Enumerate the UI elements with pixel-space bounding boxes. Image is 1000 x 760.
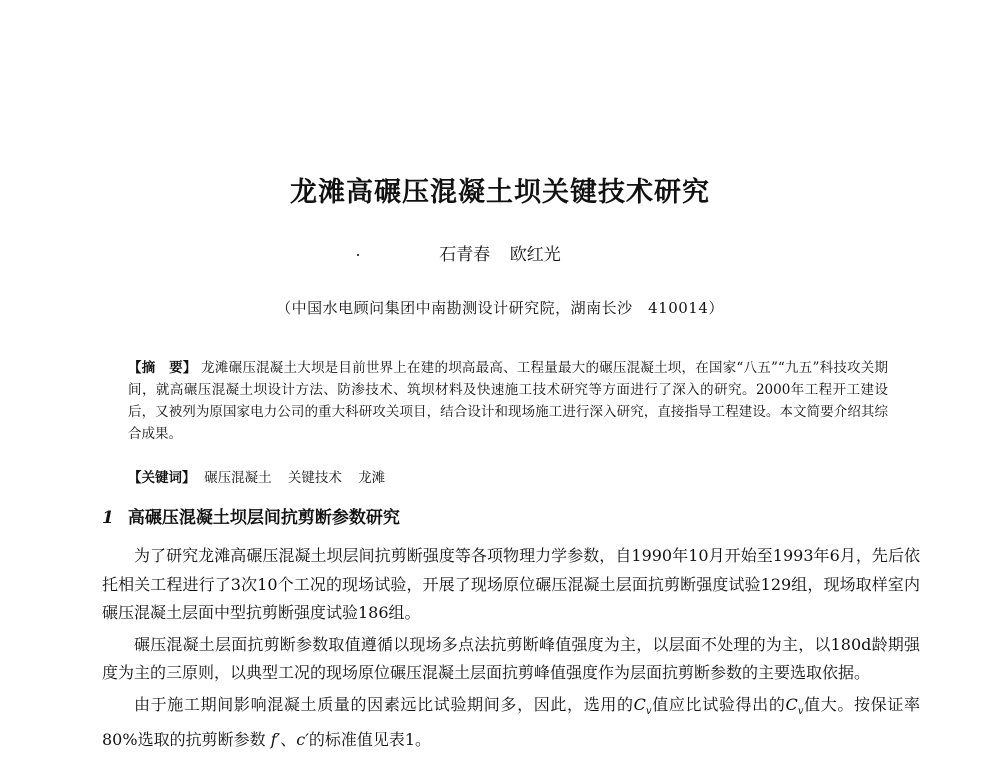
paragraph-text: 值大。按保证率80%选取的抗剪断参数 (102, 694, 920, 750)
paper-title: 龙滩高碾压混凝土坝关键技术研究 (290, 177, 710, 208)
paragraph: 碾压混凝土层面抗剪断参数取值遵循以现场多点法抗剪断峰值强度为主，以层面不处理的为主，以180d龄期强度为主的三原则，以典型工况的现场原位碾压混凝土层面抗剪峰值强度作为层面抗剪断参数的主要选取依据。 (102, 634, 920, 682)
cv-symbol (633, 694, 652, 717)
keywords (128, 467, 888, 489)
cv-symbol (785, 694, 804, 717)
paragraph-text: 由于施工期间影响混凝土质量的因素远比试验期间多，因此，选用的 (134, 694, 634, 714)
abstract-text: 龙滩碾压混凝土大坝是目前世界上在建的坝高最高、工程量最大的碾压混凝土坝，在国家“八五”“九五”科技攻关期间，就高碾压混凝土坝设计方法、防渗技术、筑坝材料及快速施工技术研究等方面进行了深入的研究。2000年工程开工建设后，又被列为原国家电力公司的重大科研攻关项目，结合设计和现场施工进行深入研究，直接指导工程建设。本文简要介绍其综合成果。 (128, 360, 889, 442)
affiliation: （中国水电顾问集团中南勘测设计研究院，湖南长沙 410014） (276, 299, 724, 317)
authors: 石青春 欧红光 (439, 245, 561, 265)
paragraph-text: 值应比试验得出的 (651, 694, 786, 714)
paragraph (102, 691, 920, 755)
cv-subscript: v (797, 705, 804, 717)
cv-subscript: v (645, 705, 652, 717)
cv-letter: C (633, 694, 646, 714)
separator: 、 (280, 730, 297, 750)
section-number: 1 (102, 508, 114, 528)
section-title: 高碾压混凝土坝层间抗剪断参数研究 (127, 508, 400, 528)
paragraph-text: 的标准值见表1。 (308, 730, 432, 750)
c-symbol: c′ (296, 730, 309, 750)
stray-dot (357, 254, 359, 256)
body-text (102, 542, 920, 758)
keywords-label: 【关键词】 (128, 470, 196, 486)
keyword-item: 碾压混凝土 (204, 470, 272, 486)
section-heading (102, 503, 400, 528)
keyword-item: 关键技术 (287, 470, 342, 486)
abstract-label: 【摘 要】 (128, 360, 197, 376)
f-symbol: f′ (270, 730, 281, 750)
cv-letter: C (785, 694, 798, 714)
paragraph: 为了研究龙滩高碾压混凝土坝层间抗剪断强度等各项物理力学参数，自1990年10月开始至1993年6月，先后依托相关工程进行了3次10个工况的现场试验，开展了现场原位碾压混凝土层面抗剪断强度试验129组，现场取样室内碾压混凝土层面中型抗剪断强度试验186组。 (102, 546, 920, 622)
keyword-item: 龙滩 (358, 470, 386, 486)
abstract (128, 357, 888, 445)
